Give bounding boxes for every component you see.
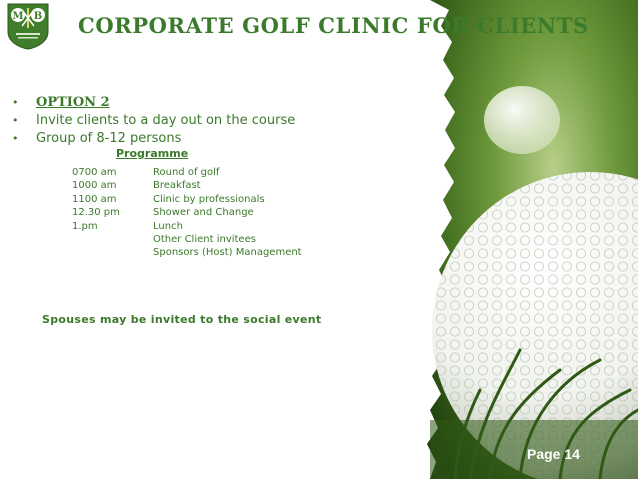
schedule-activity: Round of golf xyxy=(153,167,220,178)
bullet-icon: • xyxy=(12,96,19,109)
schedule-activity: Shower and Change xyxy=(153,207,254,219)
slide-title: CORPORATE GOLF CLINIC FOR CLIENTS xyxy=(78,13,589,38)
group-text: Group of 8-12 persons xyxy=(36,131,182,146)
logo-letter-right: B xyxy=(33,11,43,22)
schedule-row xyxy=(72,206,302,219)
bullet-invite xyxy=(12,112,295,130)
schedule-time: 0700 am xyxy=(72,167,117,178)
schedule-time: 12.30 pm xyxy=(72,207,120,219)
schedule-activity: Breakfast xyxy=(153,180,201,192)
option-label: OPTION 2 xyxy=(36,95,110,110)
schedule-time xyxy=(72,233,153,246)
bullet-icon: • xyxy=(12,132,19,145)
schedule-time: 1000 am xyxy=(72,180,117,192)
schedule-time: 1100 am xyxy=(72,193,117,205)
bullet-icon: • xyxy=(12,114,19,127)
schedule-row xyxy=(72,193,302,206)
schedule-row xyxy=(72,220,302,233)
bullet-list xyxy=(12,94,295,148)
schedule-time: 1.pm xyxy=(72,220,98,232)
schedule-row xyxy=(72,179,302,192)
schedule-row xyxy=(72,246,302,259)
schedule-time xyxy=(72,246,153,259)
programme-schedule xyxy=(72,166,302,260)
logo-letter-left: M xyxy=(12,11,24,22)
schedule-activity: Lunch xyxy=(153,220,183,232)
schedule-activity: Clinic by professionals xyxy=(153,193,265,205)
programme-heading: Programme xyxy=(116,147,189,160)
invite-text: Invite clients to a day out on the course xyxy=(36,113,296,128)
schedule-row xyxy=(72,233,302,246)
schedule-activity: Other Client invitees xyxy=(153,234,256,246)
spouses-note: Spouses may be invited to the social event xyxy=(42,313,322,326)
page-number: Page 14 xyxy=(527,446,580,462)
bullet-group xyxy=(12,130,295,148)
bullet-option xyxy=(12,94,295,112)
golf-club-logo-icon xyxy=(6,2,50,50)
schedule-activity: Sponsors (Host) Management xyxy=(153,247,302,259)
schedule-row xyxy=(72,166,302,179)
